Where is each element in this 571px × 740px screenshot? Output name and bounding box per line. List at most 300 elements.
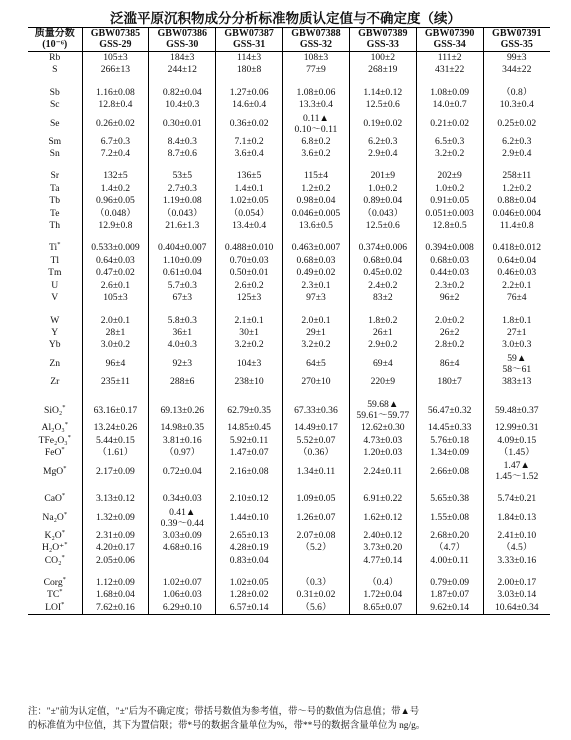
value-cell: 4.28±0.19	[216, 542, 283, 554]
table-row	[28, 280, 550, 292]
value-cell: 14.6±0.4	[216, 99, 283, 111]
median-with-limits	[295, 113, 338, 135]
value-cell: （5.2）	[283, 542, 350, 554]
value-cell: 83±2	[349, 292, 416, 304]
value-cell: 1.02±0.05	[216, 577, 283, 589]
median-value: 59.68▲	[367, 399, 399, 411]
value-cell: 105±3	[82, 292, 149, 304]
value-cell: 431±22	[416, 64, 483, 76]
table-row	[28, 327, 550, 339]
value-cell: 1.2±0.2	[283, 183, 350, 195]
median-with-limits	[161, 507, 204, 529]
value-cell: 2.2±0.1	[483, 280, 550, 292]
element-label: Se	[49, 118, 60, 130]
value-cell: 3.03±0.14	[483, 589, 550, 601]
element-label: FeO*	[44, 446, 65, 458]
value-cell: 2.68±0.20	[416, 530, 483, 542]
element-label: Ta	[50, 182, 60, 194]
sample-name-header: GSS-32	[283, 40, 350, 52]
value-cell-median	[149, 506, 216, 530]
value-cell: 1.16±0.08	[82, 87, 149, 99]
value-cell: 0.68±0.04	[349, 255, 416, 267]
value-cell: 2.6±0.2	[216, 280, 283, 292]
element-label: Th	[49, 220, 61, 232]
value-cell: 5.74±0.21	[483, 493, 550, 505]
value-cell: 3.0±0.2	[82, 339, 149, 351]
value-cell: 2.00±0.17	[483, 577, 550, 589]
value-cell: 270±10	[283, 376, 350, 388]
group-spacer	[28, 567, 550, 577]
value-cell: 3.2±0.2	[283, 339, 350, 351]
value-cell: 180±8	[216, 64, 283, 76]
value-cell: 111±2	[416, 52, 483, 65]
value-cell: 3.2±0.2	[416, 148, 483, 160]
sample-name-header: GSS-29	[82, 40, 149, 52]
value-cell: 67±3	[149, 292, 216, 304]
value-cell: 1.20±0.03	[349, 447, 416, 459]
value-cell: 3.03±0.09	[149, 530, 216, 542]
table-row	[28, 352, 550, 376]
value-cell: 76±4	[483, 292, 550, 304]
value-cell: 1.62±0.12	[349, 506, 416, 530]
value-cell: 0.70±0.03	[216, 255, 283, 267]
value-cell: 5.65±0.38	[416, 493, 483, 505]
value-cell: 180±7	[416, 376, 483, 388]
table-row	[28, 242, 550, 254]
value-cell: 14.0±0.7	[416, 99, 483, 111]
value-cell: 2.05±0.06	[82, 555, 149, 567]
value-cell: 97±3	[283, 292, 350, 304]
value-cell: 2.16±0.08	[216, 459, 283, 483]
table-row	[28, 183, 550, 195]
value-cell: 1.08±0.06	[283, 87, 350, 99]
value-cell: 1.87±0.07	[416, 589, 483, 601]
value-cell	[149, 555, 216, 567]
value-cell: 3.33±0.16	[483, 555, 550, 567]
value-cell: 8.4±0.3	[149, 136, 216, 148]
value-cell-median	[483, 352, 550, 376]
table-row	[28, 589, 550, 601]
value-cell: 238±10	[216, 376, 283, 388]
table-row	[28, 542, 550, 554]
value-cell: 6.5±0.3	[416, 136, 483, 148]
table-row	[28, 148, 550, 160]
value-cell: 0.30±0.01	[149, 112, 216, 136]
sample-code-header: GBW07391	[483, 28, 550, 41]
value-cell: 3.13±0.12	[82, 493, 149, 505]
value-cell: 184±3	[149, 52, 216, 65]
value-cell: 1.0±0.2	[416, 183, 483, 195]
value-cell: 2.9±0.4	[483, 148, 550, 160]
value-cell: 2.9±0.2	[349, 339, 416, 351]
value-cell: 99±3	[483, 52, 550, 65]
value-cell: 1.02±0.07	[149, 577, 216, 589]
value-cell: 92±3	[149, 352, 216, 376]
value-cell: 244±12	[149, 64, 216, 76]
median-value: 59▲	[507, 352, 527, 364]
value-cell: 0.404±0.007	[149, 242, 216, 254]
value-cell: 0.36±0.02	[216, 112, 283, 136]
value-cell: 0.68±0.03	[416, 255, 483, 267]
element-label: Zr	[50, 375, 60, 387]
element-label: Tl	[50, 254, 60, 266]
table-row	[28, 220, 550, 232]
element-label: Sc	[49, 99, 60, 111]
value-cell: 53±5	[149, 170, 216, 182]
value-cell: 6.8±0.2	[283, 136, 350, 148]
value-cell: 0.31±0.02	[283, 589, 350, 601]
value-cell: 21.6±1.3	[149, 220, 216, 232]
value-cell: 2.66±0.08	[416, 459, 483, 483]
value-cell: 3.6±0.4	[216, 148, 283, 160]
table-row	[28, 87, 550, 99]
value-cell: （0.3）	[283, 577, 350, 589]
value-cell: 2.41±0.10	[483, 530, 550, 542]
element-label: Sr	[50, 170, 60, 182]
value-cell: 6.91±0.22	[349, 493, 416, 505]
median-with-limits	[495, 460, 538, 482]
value-cell: 2.40±0.12	[349, 530, 416, 542]
sample-code-header: GBW07389	[349, 28, 416, 41]
value-cell: 10.64±0.34	[483, 602, 550, 615]
value-cell: 114±3	[216, 52, 283, 65]
value-cell: 8.7±0.6	[149, 148, 216, 160]
value-cell: 12.62±0.30	[349, 422, 416, 434]
table-row	[28, 435, 550, 447]
value-cell: 0.89±0.04	[349, 195, 416, 207]
value-cell: 3.2±0.2	[216, 339, 283, 351]
value-cell: 268±19	[349, 64, 416, 76]
element-label: MgO*	[42, 464, 67, 477]
value-cell: 2.6±0.1	[82, 280, 149, 292]
value-cell: 383±13	[483, 376, 550, 388]
value-cell: 62.79±0.35	[216, 398, 283, 422]
value-cell: 1.4±0.2	[82, 183, 149, 195]
value-cell: 108±3	[283, 52, 350, 65]
value-cell: 1.34±0.11	[283, 459, 350, 483]
element-label: CaO*	[44, 493, 66, 505]
value-cell: 3.6±0.2	[283, 148, 350, 160]
confidence-limits: 1.45～1.52	[495, 471, 539, 483]
value-cell: 0.91±0.05	[416, 195, 483, 207]
sample-code-header: GBW07385	[82, 28, 149, 41]
table-row	[28, 315, 550, 327]
value-cell: 67.33±0.36	[283, 398, 350, 422]
value-cell: 0.046±0.005	[283, 208, 350, 220]
confidence-limits: 0.39～0.44	[160, 517, 204, 529]
value-cell: 13.4±0.4	[216, 220, 283, 232]
header-label-bottom: (10⁻⁶)	[28, 40, 82, 52]
value-cell: 4.0±0.3	[149, 339, 216, 351]
value-cell: 1.44±0.10	[216, 506, 283, 530]
value-cell: 1.02±0.05	[216, 195, 283, 207]
value-cell: 11.4±0.8	[483, 220, 550, 232]
value-cell: 220±9	[349, 376, 416, 388]
value-cell: 1.14±0.12	[349, 87, 416, 99]
value-cell: 4.00±0.11	[416, 555, 483, 567]
value-cell: 5.52±0.07	[283, 435, 350, 447]
value-cell: 77±9	[283, 64, 350, 76]
value-cell: 26±2	[416, 327, 483, 339]
value-cell: 2.0±0.1	[82, 315, 149, 327]
value-cell-median	[283, 112, 350, 136]
value-cell: 5.7±0.3	[149, 280, 216, 292]
value-cell	[283, 555, 350, 567]
value-cell: 1.8±0.2	[349, 315, 416, 327]
value-cell: 6.57±0.14	[216, 602, 283, 615]
value-cell: 30±1	[216, 327, 283, 339]
value-cell: 1.84±0.13	[483, 506, 550, 530]
value-cell: 5.92±0.11	[216, 435, 283, 447]
value-cell: （1.45）	[483, 447, 550, 459]
value-cell: （0.4）	[349, 577, 416, 589]
value-cell: 2.7±0.3	[149, 183, 216, 195]
value-cell: 0.19±0.02	[349, 112, 416, 136]
table-row	[28, 530, 550, 542]
table-row	[28, 376, 550, 388]
element-label: V	[51, 292, 59, 304]
value-cell: 0.463±0.007	[283, 242, 350, 254]
value-cell: 3.81±0.16	[149, 435, 216, 447]
value-cell: 96±2	[416, 292, 483, 304]
value-cell: 0.68±0.03	[283, 255, 350, 267]
median-value: 0.11▲	[302, 112, 329, 124]
sample-code-header: GBW07386	[149, 28, 216, 41]
value-cell: 5.44±0.15	[82, 435, 149, 447]
value-cell: 2.17±0.09	[82, 459, 149, 483]
element-label: Corg*	[43, 576, 66, 588]
value-cell: 344±22	[483, 64, 550, 76]
value-cell: 288±6	[149, 376, 216, 388]
value-cell: 3.0±0.3	[483, 339, 550, 351]
table-row	[28, 398, 550, 422]
value-cell: 0.64±0.03	[82, 255, 149, 267]
table-row	[28, 195, 550, 207]
value-cell: 100±2	[349, 52, 416, 65]
table-row	[28, 170, 550, 182]
sample-code-header: GBW07387	[216, 28, 283, 41]
table-row	[28, 602, 550, 615]
value-cell: 202±9	[416, 170, 483, 182]
value-cell: 6.2±0.3	[483, 136, 550, 148]
value-cell: 0.34±0.03	[149, 493, 216, 505]
value-cell: （5.6）	[283, 602, 350, 615]
value-cell: 1.32±0.09	[82, 506, 149, 530]
value-cell: 14.45±0.33	[416, 422, 483, 434]
value-cell: 0.98±0.04	[283, 195, 350, 207]
value-cell-median	[349, 398, 416, 422]
footnote-line-2: 的标准值为中位值，其下为置信限；带*号的数据含量单位为%，带**号的数据含量单位为 ng/g。	[28, 721, 426, 731]
value-cell: 0.488±0.010	[216, 242, 283, 254]
value-cell: 14.98±0.35	[149, 422, 216, 434]
value-cell: 2.0±0.1	[283, 315, 350, 327]
value-cell: 0.46±0.03	[483, 267, 550, 279]
value-cell: 266±13	[82, 64, 149, 76]
value-cell: 2.3±0.1	[283, 280, 350, 292]
sample-code-header: GBW07388	[283, 28, 350, 41]
element-label: Sb	[49, 86, 60, 98]
value-cell: 1.72±0.04	[349, 589, 416, 601]
group-spacer	[28, 388, 550, 398]
median-with-limits	[356, 399, 409, 421]
element-label: LOI*	[28, 602, 82, 615]
value-cell: 0.72±0.04	[149, 459, 216, 483]
value-cell: 12.99±0.31	[483, 422, 550, 434]
value-cell: 63.16±0.17	[82, 398, 149, 422]
value-cell: 1.68±0.04	[82, 589, 149, 601]
value-cell: 2.24±0.11	[349, 459, 416, 483]
element-label: Na₂O*	[42, 511, 68, 524]
table-row	[28, 136, 550, 148]
value-cell: 0.47±0.02	[82, 267, 149, 279]
value-cell: 2.1±0.1	[216, 315, 283, 327]
value-cell: （0.054）	[216, 208, 283, 220]
value-cell: 0.418±0.012	[483, 242, 550, 254]
value-cell: （0.043）	[349, 208, 416, 220]
element-label: Yb	[48, 339, 61, 351]
value-cell: 0.394±0.008	[416, 242, 483, 254]
value-cell: 4.73±0.03	[349, 435, 416, 447]
value-cell: 6.29±0.10	[149, 602, 216, 615]
value-cell: 1.8±0.1	[483, 315, 550, 327]
element-label: S	[52, 64, 58, 76]
group-spacer	[28, 232, 550, 242]
value-cell: 1.09±0.05	[283, 493, 350, 505]
sample-code-header: GBW07390	[416, 28, 483, 41]
value-cell: 1.34±0.09	[416, 447, 483, 459]
element-label: CO₂*	[44, 554, 65, 566]
value-cell: 1.26±0.07	[283, 506, 350, 530]
confidence-limits: 59.61～59.77	[356, 410, 410, 422]
header-label-top: 质量分数	[28, 28, 82, 41]
value-cell: 0.96±0.05	[82, 195, 149, 207]
value-cell: 2.07±0.08	[283, 530, 350, 542]
sample-name-header: GSS-33	[349, 40, 416, 52]
confidence-limits: 0.10～0.11	[294, 123, 338, 135]
value-cell: 12.9±0.8	[82, 220, 149, 232]
value-cell: 64±5	[283, 352, 350, 376]
value-cell: 0.82±0.04	[149, 87, 216, 99]
element-label: Rb	[49, 52, 61, 63]
value-cell: （1.61）	[82, 447, 149, 459]
value-cell: 4.77±0.14	[349, 555, 416, 567]
value-cell: 0.45±0.02	[349, 267, 416, 279]
value-cell: 105±3	[82, 52, 149, 65]
table-row	[28, 339, 550, 351]
sample-name-header: GSS-31	[216, 40, 283, 52]
footnote	[28, 705, 553, 733]
sample-name-header: GSS-30	[149, 40, 216, 52]
value-cell: 201±9	[349, 170, 416, 182]
value-cell: 1.27±0.06	[216, 87, 283, 99]
value-cell: 26±1	[349, 327, 416, 339]
element-label: H₂O⁺*	[41, 542, 68, 554]
value-cell: （0.97）	[149, 447, 216, 459]
element-label: SiO₂*	[43, 403, 66, 416]
table-row	[28, 208, 550, 220]
value-cell: 12.8±0.4	[82, 99, 149, 111]
value-cell: （4.7）	[416, 542, 483, 554]
value-cell: 69.13±0.26	[149, 398, 216, 422]
element-label: TC*	[46, 589, 63, 601]
element-label: Tb	[49, 195, 61, 207]
value-cell: 1.08±0.09	[416, 87, 483, 99]
value-cell: 0.44±0.03	[416, 267, 483, 279]
value-cell: 2.8±0.2	[416, 339, 483, 351]
element-label: Te	[50, 207, 60, 219]
value-cell: 6.7±0.3	[82, 136, 149, 148]
value-cell: 13.6±0.5	[283, 220, 350, 232]
value-cell: （0.36）	[283, 447, 350, 459]
table-row	[28, 459, 550, 483]
value-cell-median	[483, 459, 550, 483]
value-cell: 12.5±0.6	[349, 99, 416, 111]
group-spacer	[28, 483, 550, 493]
value-cell: 3.73±0.20	[349, 542, 416, 554]
value-cell: 4.68±0.16	[149, 542, 216, 554]
value-cell: 0.49±0.02	[283, 267, 350, 279]
table-row	[28, 577, 550, 589]
sample-name-header: GSS-35	[483, 40, 550, 52]
value-cell: 0.051±0.003	[416, 208, 483, 220]
value-cell: 0.046±0.004	[483, 208, 550, 220]
value-cell: 7.1±0.2	[216, 136, 283, 148]
group-spacer	[28, 160, 550, 170]
value-cell: 5.8±0.3	[149, 315, 216, 327]
table-row	[28, 292, 550, 304]
element-label: Sm	[48, 135, 62, 147]
value-cell: 69±4	[349, 352, 416, 376]
sample-name-header: GSS-34	[416, 40, 483, 52]
value-cell: 132±5	[82, 170, 149, 182]
value-cell: 1.12±0.09	[82, 577, 149, 589]
value-cell: 0.21±0.02	[416, 112, 483, 136]
table-row	[28, 99, 550, 111]
value-cell: 2.4±0.2	[349, 280, 416, 292]
element-label: Ti*	[49, 242, 61, 254]
reference-values-table	[28, 27, 550, 615]
value-cell: 2.0±0.2	[416, 315, 483, 327]
value-cell: 136±5	[216, 170, 283, 182]
value-cell: 14.49±0.17	[283, 422, 350, 434]
element-label: U	[51, 279, 59, 291]
median-with-limits	[502, 353, 531, 375]
value-cell: 0.374±0.006	[349, 242, 416, 254]
element-label: K₂O*	[44, 529, 65, 541]
value-cell: 2.9±0.4	[349, 148, 416, 160]
value-cell: 4.20±0.17	[82, 542, 149, 554]
value-cell: 104±3	[216, 352, 283, 376]
group-spacer	[28, 305, 550, 315]
value-cell: 29±1	[283, 327, 350, 339]
value-cell: 0.533±0.009	[82, 242, 149, 254]
value-cell: 96±4	[82, 352, 149, 376]
value-cell: 2.3±0.2	[416, 280, 483, 292]
value-cell: 258±11	[483, 170, 550, 182]
table-row	[28, 422, 550, 434]
value-cell: 9.62±0.14	[416, 602, 483, 615]
value-cell: （0.048）	[82, 208, 149, 220]
value-cell: 4.09±0.15	[483, 435, 550, 447]
element-label: Sn	[49, 148, 60, 160]
value-cell: 2.31±0.09	[82, 530, 149, 542]
value-cell: 7.62±0.16	[82, 602, 149, 615]
value-cell: 1.4±0.1	[216, 183, 283, 195]
value-cell: 0.50±0.01	[216, 267, 283, 279]
value-cell: 1.28±0.02	[216, 589, 283, 601]
element-label: Al₂O₃*	[41, 422, 68, 434]
value-cell: （0.043）	[149, 208, 216, 220]
